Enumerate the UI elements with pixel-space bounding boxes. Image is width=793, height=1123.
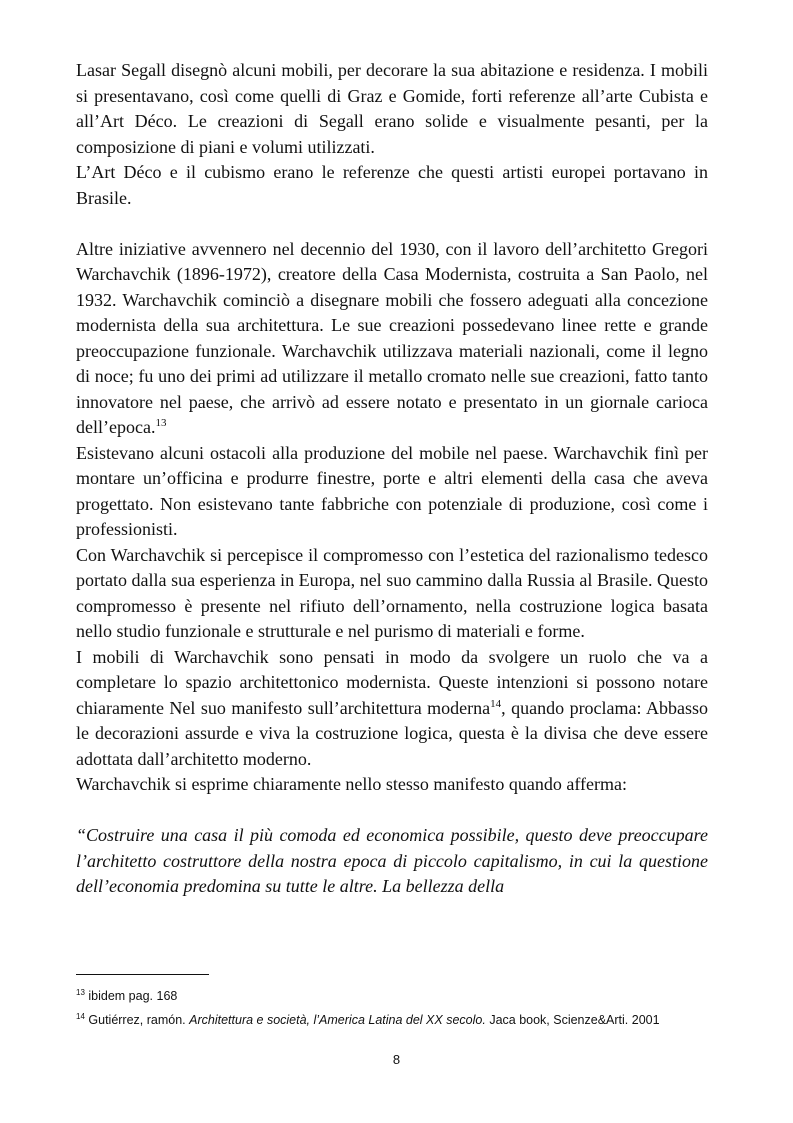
paragraph-gap <box>76 798 708 824</box>
body-text <box>76 58 708 900</box>
paragraph-affirms: Warchavchik si esprime chiaramente nello stesso manifesto quando afferma: <box>76 774 628 794</box>
paragraph-segall: Lasar Segall disegnò alcuni mobili, per decorare la sua abitazione e residenza. I mobili si presentavano, così come quelli di Graz e Gomide, forti referenze all’arte Cubista e all’Art Déco. Le creazioni di Segall erano solide e visualmente pesanti, per la composizione di piani e volumi utilizzati. <box>76 60 708 157</box>
paragraph-manifesto: I mobili di Warchavchik sono pensati in modo da svolgere un ruolo che va a completare lo spazio architettonico modernista. Queste intenzioni si possono notare chiaramente Nel suo manifesto sull’architettura moderna$^{14}$, quando proclama: Abbasso le decorazioni assurde e viva la costruzione logica, questa è la divisa che deve essere adottata dall’architetto moderno. <box>76 646 708 769</box>
footnote-publisher: Jaca book, Scienze&Arti. 2001 <box>489 1013 660 1027</box>
quote-paragraph: “Costruire una casa il più comoda ed economica possibile, questo deve preoccupare l’architetto costruttore della nostra epoca di piccolo capitalismo, in cui la questione dell’economia predomina su tutte le altre. La bellezza della <box>76 825 708 896</box>
paragraph-gap <box>76 211 708 237</box>
footnote-title: Architettura e società, l’America Latina del XX secolo. <box>189 1013 486 1027</box>
footnotes <box>76 988 708 1036</box>
footnote-14 <box>76 1012 708 1028</box>
footnote-separator <box>76 974 209 975</box>
paragraph-art-deco: L’Art Déco e il cubismo erano le referenze che questi artisti europei portavano in Brasile. <box>76 162 708 208</box>
footnote-ref-14[interactable]: 14 <box>490 697 502 710</box>
footnote-text: ibidem pag. 168 <box>88 989 178 1003</box>
footnote-number: 13 <box>76 987 85 997</box>
page-number: 8 <box>392 1052 401 1067</box>
footnote-13 <box>76 988 708 1004</box>
footnote-number: 14 <box>76 1011 85 1021</box>
footnote-ref-13[interactable]: 13 <box>155 417 167 429</box>
paragraph-rationalism: Con Warchavchik si percepisce il compromesso con l’estetica del razionalismo tedesco portato dalla sua esperienza in Europa, nel suo cammino dalla Russia al Brasile. Questo compromesso è presente nel rifiuto dell’ornamento, nella costruzione logica basata nello studio funzionale e strutturale e nel purismo di materiali e forme. <box>76 544 708 641</box>
paragraph-obstacles: Esistevano alcuni ostacoli alla produzione del mobile nel paese. Warchavchik finì per montare un’officina e produrre finestre, porte e altri elementi della casa che aveva progettato. Non esistevano tante fabbriche con potenziale di produzione, così come i professionisti. <box>76 442 708 539</box>
footnote-author: Gutiérrez, ramón. <box>88 1013 186 1027</box>
paragraph-warchavchik-intro: Altre iniziative avvennero nel decennio del 1930, con il lavoro dell’architetto Gregori Warchavchik (1896-1972), creatore della Casa Modernista, costruita a San Paolo, nel 1932. Warchavchik cominciò a disegnare mobili che fossero adeguati alla concezione modernista della sua architettura. Le sue creazioni possedevano linee rette e grande preoccupazione funzionale. Warchavchik utilizzava materiali nazionali, come il legno di noce; fu uno dei primi ad utilizzare il metallo cromato nelle sue creazioni, fatto tanto innovatore nel paese, che arrivò ad essere notato e presentato in un giornale carioca dell’epoca.$^{13}$ <box>76 238 708 437</box>
